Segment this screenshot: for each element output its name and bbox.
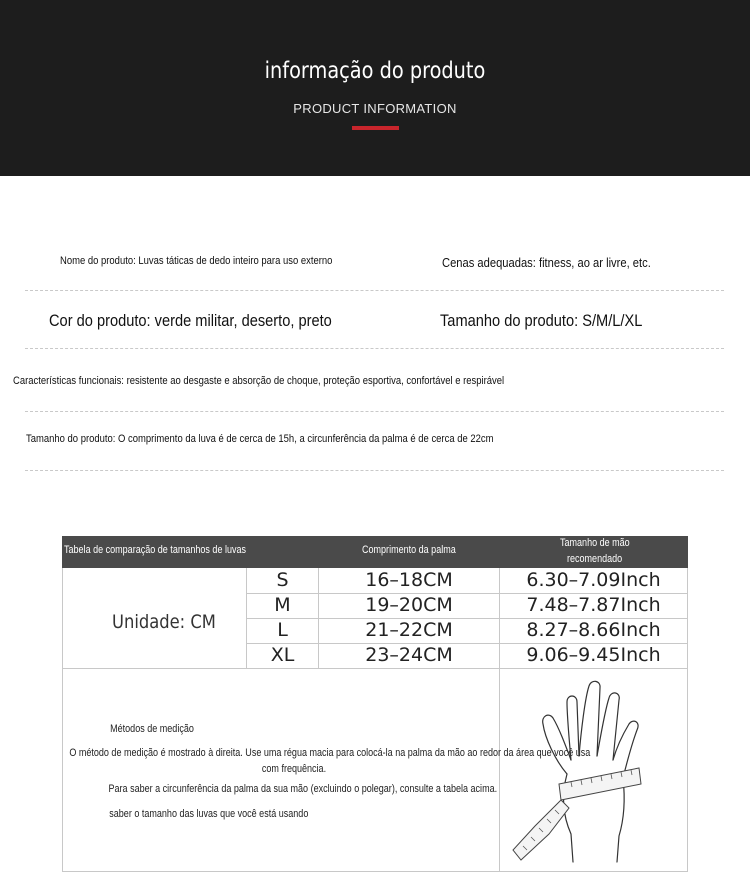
table-cell-size: S — [276, 569, 289, 591]
table-cell-hand: 9.06–9.45Inch — [526, 644, 661, 666]
table-header-palm: Comprimento da palma — [362, 544, 456, 556]
table-cell-hand: 7.48–7.87Inch — [526, 594, 661, 616]
header-title: informação do produto — [264, 58, 486, 84]
table-cell-size: XL — [270, 644, 295, 666]
size-text: Tamanho do produto: S/M/L/XL — [440, 311, 643, 330]
measurement-line: com frequência. — [261, 763, 327, 775]
color-text: Cor do produto: verde militar, deserto, preto — [49, 311, 332, 330]
table-header-title: Tabela de comparação de tamanhos de luvas — [64, 544, 247, 556]
hand-measuring-tape-icon — [505, 676, 685, 866]
dimensions-text: Tamanho do produto: O comprimento da luva é de cerca de 15h, a circunferência da palma é de cerca de 22cm — [26, 433, 494, 445]
table-cell-size: L — [277, 619, 288, 641]
header-subtitle: PRODUCT INFORMATION — [293, 101, 457, 116]
table-row-line — [62, 668, 688, 669]
measurement-line: O método de medição é mostrado à direita. Use uma régua macia para colocá-la na palma da mão ao redor da área que você usa — [69, 747, 591, 759]
measurement-title: Métodos de medição — [110, 723, 194, 735]
table-cell-palm: 16–18CM — [365, 569, 453, 591]
info-divider — [25, 348, 724, 349]
scenes-text: Cenas adequadas: fitness, ao ar livre, etc. — [442, 255, 651, 270]
info-divider — [25, 290, 724, 291]
table-cell-palm: 21–22CM — [365, 619, 453, 641]
header-accent-bar — [352, 126, 399, 130]
table-cell-hand: 8.27–8.66Inch — [526, 619, 661, 641]
table-border — [62, 871, 688, 872]
table-header — [62, 536, 688, 568]
table-header-hand-line2: recomendado — [567, 553, 623, 565]
unit-label: Unidade: CM — [112, 611, 216, 633]
features-text: Características funcionais: resistente ao desgaste e absorção de choque, proteção esportiva, confortável e respirável — [13, 375, 505, 387]
product-info-header — [0, 0, 750, 176]
table-cell-palm: 19–20CM — [365, 594, 453, 616]
table-header-hand-line1: Tamanho de mão — [560, 537, 630, 549]
info-divider — [25, 470, 724, 471]
product-name-text: Nome do produto: Luvas táticas de dedo inteiro para uso externo — [60, 255, 333, 267]
table-cell-size: M — [274, 594, 291, 616]
table-cell-hand: 6.30–7.09Inch — [526, 569, 661, 591]
table-border — [687, 568, 688, 872]
info-divider — [25, 411, 724, 412]
table-cell-palm: 23–24CM — [365, 644, 453, 666]
measurement-line: Para saber a circunferência da palma da sua mão (excluindo o polegar), consulte a tabela acima. — [108, 783, 498, 795]
table-border — [62, 568, 63, 872]
measurement-line: saber o tamanho das luvas que você está usando — [109, 808, 309, 820]
